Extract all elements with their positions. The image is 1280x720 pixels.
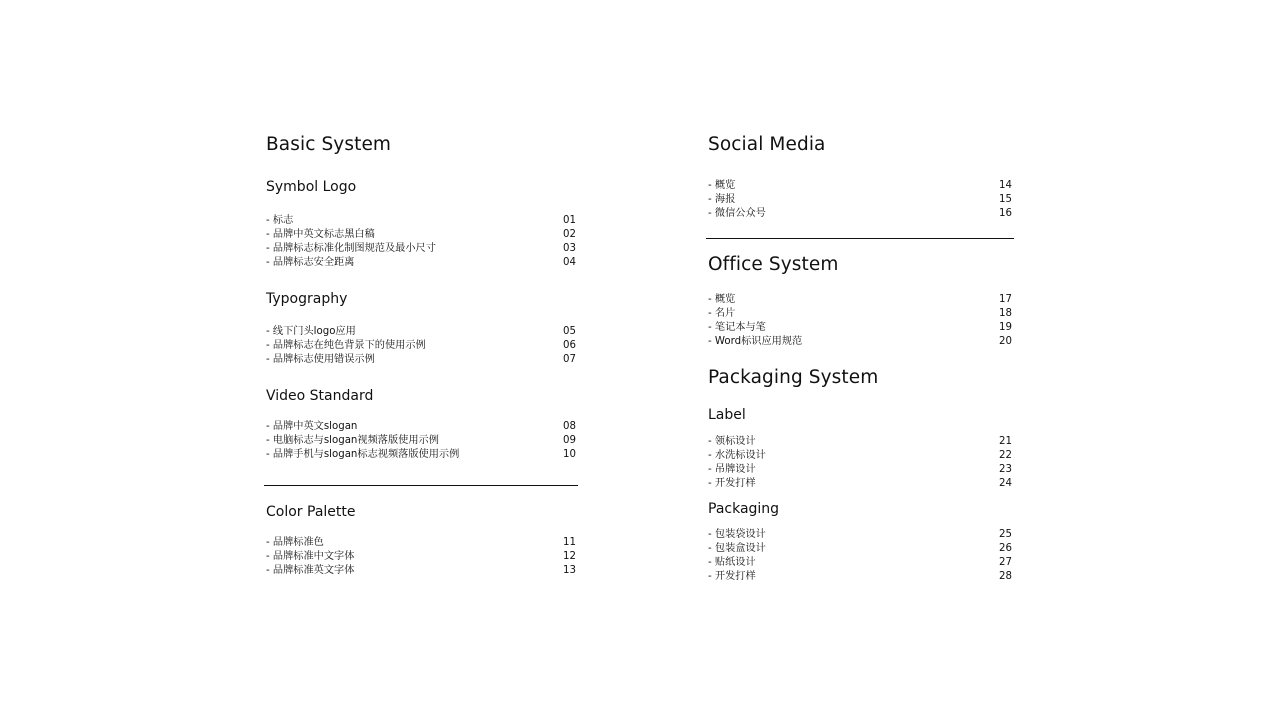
toc-entry-page-number: 23 (999, 463, 1012, 475)
toc-entry[interactable] (266, 242, 578, 256)
toc-entry-page-number: 08 (563, 421, 576, 432)
toc-entry[interactable] (708, 179, 1014, 193)
toc-entry[interactable] (266, 339, 578, 353)
label-list (708, 435, 1014, 491)
toc-entry-page-number: 21 (999, 436, 1012, 447)
toc-entry[interactable] (708, 449, 1014, 463)
toc-entry[interactable] (708, 463, 1014, 477)
toc-entry[interactable] (266, 256, 578, 270)
packaging-list (708, 528, 1014, 584)
subsection-title-symbol-logo: Symbol Logo (266, 179, 357, 195)
toc-entry[interactable] (266, 564, 578, 578)
divider (706, 238, 1014, 239)
toc-entry-page-number: 05 (563, 326, 576, 337)
toc-entry-label: - Word标识应用规范 (708, 335, 803, 347)
video-standard-list (266, 420, 578, 462)
toc-entry[interactable] (266, 536, 578, 550)
toc-entry-page-number: 28 (999, 570, 1012, 582)
toc-entry-label: - 品牌手机与slogan标志视频落版使用示例 (266, 448, 460, 460)
toc-entry-page-number: 06 (563, 339, 576, 351)
toc-entry-page-number: 18 (999, 307, 1012, 319)
toc-entry-page-number: 15 (999, 193, 1012, 205)
subsection-title-label: Label (708, 407, 746, 423)
toc-entry[interactable] (708, 335, 1014, 349)
toc-entry-label: - 品牌标准中文字体 (266, 550, 355, 562)
toc-entry-label: - 名片 (708, 307, 736, 319)
typography-list (266, 325, 578, 367)
toc-entry[interactable] (708, 477, 1014, 491)
toc-entry-label: - 概览 (708, 294, 736, 305)
section-title-packaging-system: Packaging System (708, 367, 879, 388)
toc-entry-page-number: 13 (563, 564, 576, 576)
toc-entry-label: - 开发打样 (708, 477, 756, 489)
toc-entry-page-number: 26 (999, 542, 1012, 554)
toc-entry-page-number: 01 (563, 215, 576, 226)
toc-entry-label: - 领标设计 (708, 436, 756, 447)
toc-entry-label: - 微信公众号 (708, 207, 766, 219)
toc-entry[interactable] (266, 434, 578, 448)
section-title-color-palette: Color Palette (266, 504, 356, 520)
toc-entry-label: - 水洗标设计 (708, 449, 766, 461)
toc-entry-label: - 品牌标志使用错误示例 (266, 353, 375, 365)
toc-entry-label: - 海报 (708, 193, 736, 205)
symbol-logo-list (266, 214, 578, 270)
toc-entry-page-number: 20 (999, 335, 1012, 347)
toc-entry[interactable] (266, 448, 578, 462)
toc-entry-page-number: 14 (999, 180, 1012, 191)
toc-entry[interactable] (708, 435, 1014, 449)
toc-entry-page-number: 03 (563, 242, 576, 254)
toc-entry-label: - 电脑标志与slogan视频落版使用示例 (266, 434, 439, 446)
toc-entry[interactable] (266, 214, 578, 228)
toc-entry[interactable] (266, 550, 578, 564)
toc-entry-page-number: 24 (999, 477, 1012, 489)
section-title-office-system: Office System (708, 254, 839, 275)
toc-entry[interactable] (266, 420, 578, 434)
toc-entry-page-number: 04 (563, 256, 576, 268)
toc-entry[interactable] (708, 570, 1014, 584)
toc-entry-label: - 开发打样 (708, 570, 756, 582)
toc-entry-label: - 品牌标志在纯色背景下的使用示例 (266, 339, 426, 351)
color-palette-list (266, 536, 578, 578)
toc-entry-label: - 包装盒设计 (708, 542, 766, 554)
toc-entry[interactable] (708, 321, 1014, 335)
toc-entry-label: - 吊牌设计 (708, 463, 756, 475)
toc-entry-label: - 品牌标准英文字体 (266, 564, 355, 576)
toc-entry-page-number: 27 (999, 556, 1012, 568)
toc-entry-label: - 贴纸设计 (708, 556, 756, 568)
toc-entry[interactable] (708, 542, 1014, 556)
toc-entry-label: - 品牌标志标准化制图规范及最小尺寸 (266, 242, 436, 254)
section-title-basic-system: Basic System (266, 134, 392, 155)
toc-entry-page-number: 19 (999, 321, 1012, 333)
toc-entry-label: - 品牌标志安全距离 (266, 256, 355, 268)
toc-entry-page-number: 12 (563, 550, 576, 562)
toc-entry[interactable] (708, 528, 1014, 542)
toc-entry-page-number: 02 (563, 228, 576, 240)
toc-entry-page-number: 07 (563, 353, 576, 365)
toc-entry-page-number: 09 (563, 434, 576, 446)
divider (264, 485, 578, 486)
toc-entry[interactable] (708, 556, 1014, 570)
toc-entry[interactable] (266, 228, 578, 242)
toc-entry-page-number: 16 (999, 207, 1012, 219)
toc-entry[interactable] (708, 207, 1014, 221)
section-title-social-media: Social Media (708, 134, 826, 155)
toc-entry[interactable] (266, 325, 578, 339)
toc-entry-label: - 包装袋设计 (708, 529, 766, 540)
toc-entry-label: - 品牌标准色 (266, 537, 324, 548)
office-system-list (708, 293, 1014, 349)
toc-entry[interactable] (708, 307, 1014, 321)
toc-entry[interactable] (708, 193, 1014, 207)
social-media-list (708, 179, 1014, 221)
toc-entry-page-number: 10 (563, 448, 576, 460)
toc-entry-page-number: 11 (563, 537, 576, 548)
subsection-title-packaging: Packaging (708, 501, 780, 517)
toc-entry-label: - 标志 (266, 215, 294, 226)
toc-entry-label: - 线下门头logo应用 (266, 326, 356, 337)
subsection-title-typography: Typography (266, 291, 348, 307)
toc-entry-page-number: 17 (999, 294, 1012, 305)
toc-entry-label: - 品牌中英文slogan (266, 421, 358, 432)
toc-entry-label: - 概览 (708, 180, 736, 191)
subsection-title-video-standard: Video Standard (266, 388, 374, 404)
toc-entry[interactable] (708, 293, 1014, 307)
toc-entry-label: - 品牌中英文标志黑白稿 (266, 228, 375, 240)
toc-entry-label: - 笔记本与笔 (708, 321, 766, 333)
toc-entry-page-number: 22 (999, 449, 1012, 461)
toc-entry[interactable] (266, 353, 578, 367)
toc-entry-page-number: 25 (999, 529, 1012, 540)
